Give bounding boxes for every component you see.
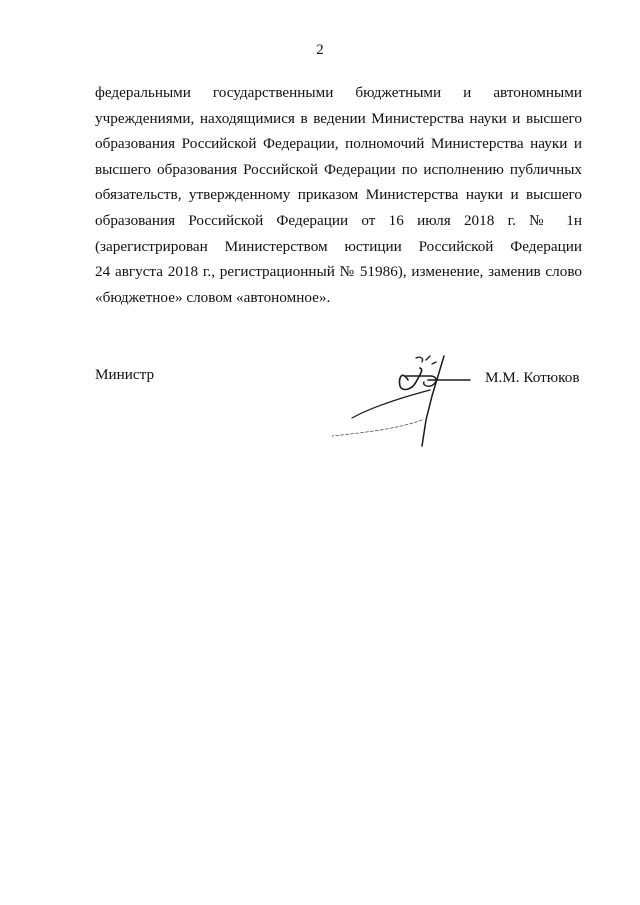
handwritten-signature (320, 350, 490, 450)
signer-name: М.М. Котюков (485, 369, 580, 386)
body-line: учреждениями, находящимися в ведении Министерства науки и высшего (95, 109, 582, 127)
body-line: федеральными государственными бюджетными и автономными (95, 84, 582, 101)
page-number: 2 (316, 42, 324, 58)
body-line: образования Российской Федерации от 16 июля 2018 г. № 1н (95, 211, 582, 229)
body-line: «бюджетное» словом «автономное». (95, 288, 331, 306)
body-line: обязательств, утвержденному приказом Министерства науки и высшего (95, 186, 582, 204)
position-title: Министр (95, 366, 155, 383)
body-line: высшего образования Российской Федерации по исполнению публичных (95, 160, 582, 178)
body-line: 24 августа 2018 г., регистрационный № 51986), изменение, заменив слово (95, 263, 582, 281)
body-line: (зарегистрирован Министерством юстиции Российской Федерации (95, 237, 582, 255)
body-line: образования Российской Федерации, полномочий Министерства науки и (95, 135, 582, 153)
